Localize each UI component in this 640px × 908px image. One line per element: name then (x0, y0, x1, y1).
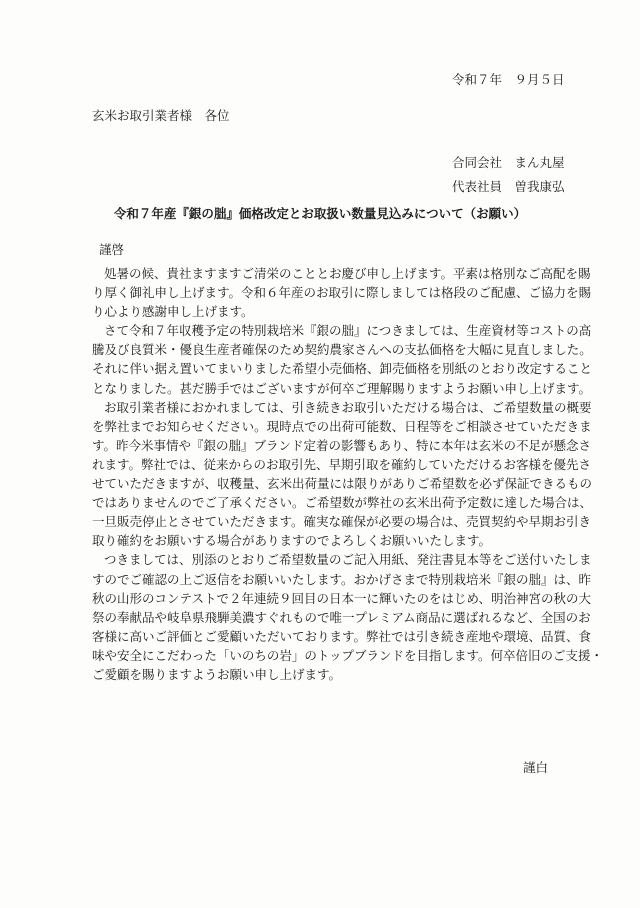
body-line: を弊社までお知らせください。現時点での出荷可能数、日程等をご相談させていただきま (92, 418, 592, 434)
body-line: 祭の奉献品や岐阜県飛騨美濃すぐれもので唯一プレミアム商品に選ばれるなど、全国のお (92, 609, 591, 625)
body-line: ご愛顧を賜りますようお願い申し上げます。 (92, 666, 342, 682)
body-line: 客様に高いご評価とご愛顧いただいております。弊社では引き続き産地や環境、品質、食 (92, 628, 592, 644)
letter-closing: 謹白 (522, 760, 548, 775)
body-line: 秋の山形のコンテストで２年連続９回目の日本一に輝いたのをはじめ、明治神宮の秋の大 (92, 590, 592, 606)
letter-date: 令和７年 ９月５日 (452, 72, 565, 87)
body-line: す。昨今米事情や『銀の朏』ブランド定着の影響もあり、特に本年は玄米の不足が懸念さ (92, 437, 592, 453)
body-line: さて令和７年収穫予定の特別栽培米『銀の朏』につきましては、生産資材等コストの高 (104, 323, 592, 339)
body-line: り厚く御礼申し上げます。令和６年産のお取引に際しましては格段のご配慮、ご協力を賜 (92, 285, 592, 301)
body-line: れます。弊社では、従来からのお取引先、早期引取を確約していただけるお客様を優先さ (92, 456, 592, 472)
body-line: となりました。甚だ勝手ではございますが何卒ご理解賜りますようお願い申し上げます。 (92, 380, 592, 396)
body-line: せていただきますが、収穫量、玄米出荷量には限りがありご希望数を必ず保証できるもの (92, 476, 593, 492)
body-line: それに伴い据え置いてまいりました希望小売価格、卸売価格を別紙のとおり改定すること (92, 361, 593, 377)
letter-sender (452, 151, 565, 199)
body-line: お取引業者様におかれましては、引き続きお取引いただける場合は、ご希望数量の概要 (104, 399, 592, 415)
body-line: 味や安全にこだわった「いのちの岩」のトップブランドを目指します。何卒倍旧のご支援・ (92, 647, 604, 663)
body-line: 一旦販売停止とさせていただきます。確実な確保が必要の場合は、売買契約や早期お引き (92, 514, 592, 530)
body-line: 処暑の候、貴社ますますご清栄のこととお慶び申し上げます。平素は格別なご高配を賜 (104, 266, 591, 281)
letter-body (92, 264, 604, 684)
letter-subject: 令和７年産『銀の朏』価格改定とお取扱い数量見込みについて（お願い） (113, 206, 527, 221)
letter-opening: 謹啓 (99, 242, 125, 257)
body-line: 騰及び良質米・優良生産者確保のため契約農家さんへの支払価格を大幅に見直しました。 (92, 342, 592, 358)
letter-recipient: 玄米お取引業者様 各位 (92, 108, 230, 123)
sender-company: 合同会社 まん丸屋 (452, 155, 565, 170)
sender-representative: 代表社員 曽我康弘 (452, 179, 565, 194)
body-line: り心より感謝申し上げます。 (92, 304, 254, 320)
body-line: ではありませんのでご了承ください。ご希望数が弊社の玄米出荷予定数に達した場合は、 (92, 495, 593, 511)
body-line: すのでご確認の上ご返信をお願いいたします。おかげさまで特別栽培米『銀の朏』は、昨 (92, 571, 592, 587)
body-line: つきましては、別添のとおりご希望数量のご記入用紙、発注書見本等をご送付いたしま (104, 552, 592, 568)
body-line: 取り確約をお願いする場合がありますのでよろしくお願いいたします。 (92, 533, 492, 549)
